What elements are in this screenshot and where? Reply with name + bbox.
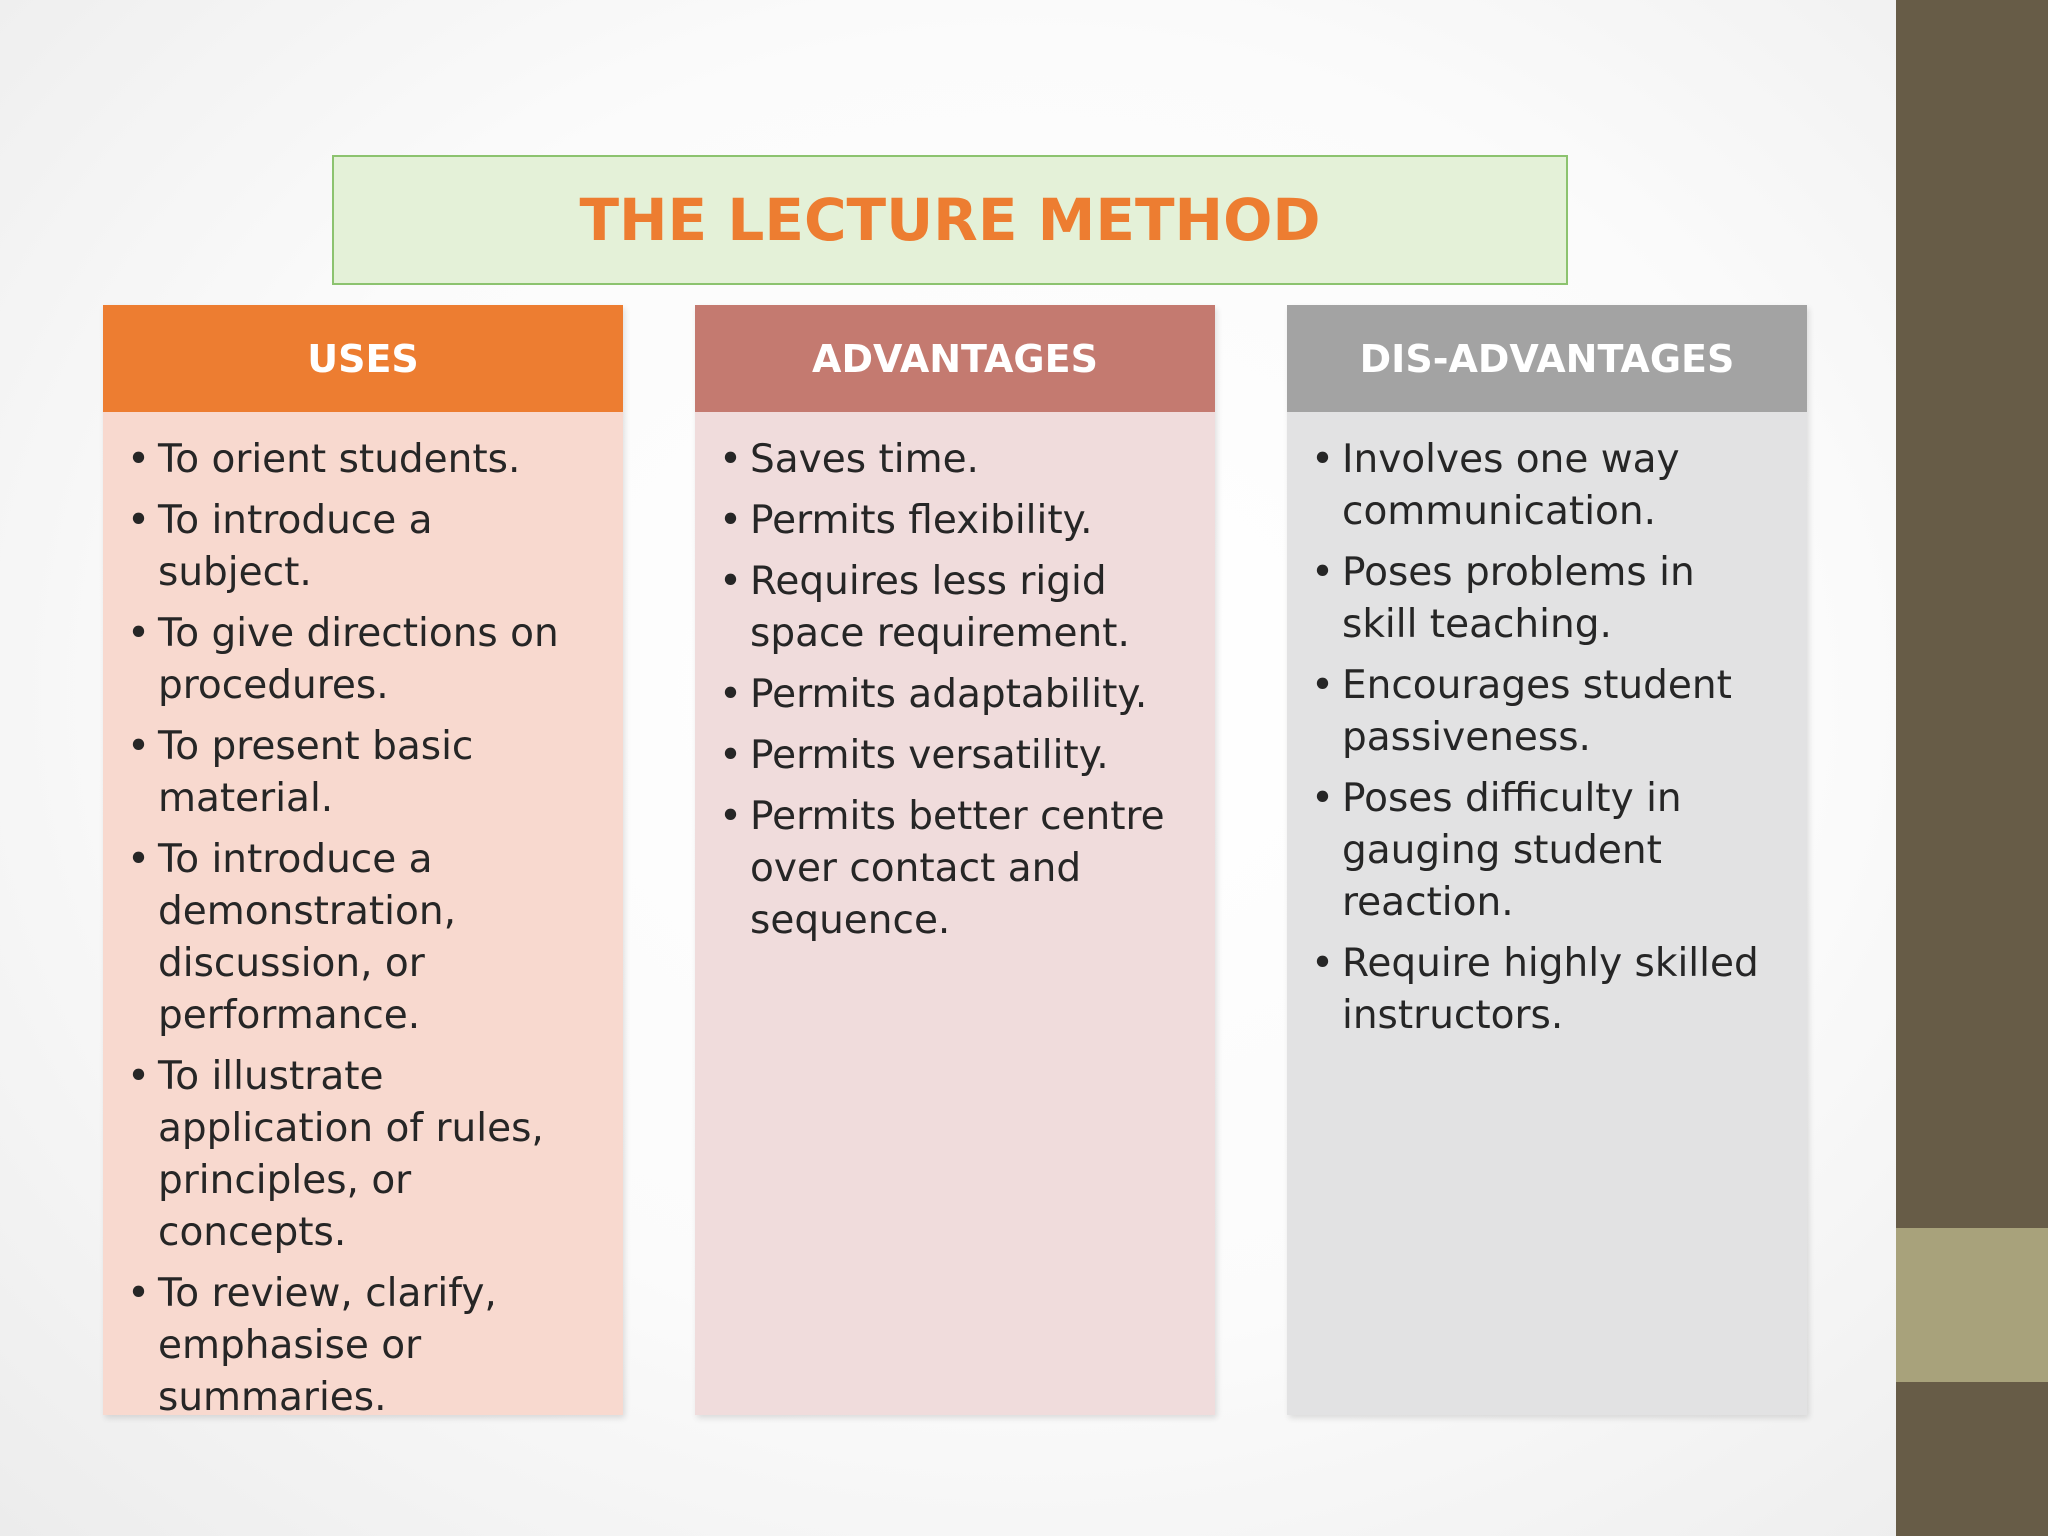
page-title: THE LECTURE METHOD [579, 186, 1321, 254]
list-item [1311, 938, 1781, 1042]
list-item-text: To introduce a subject. [158, 498, 433, 595]
list-item-text: Permits flexibility. [750, 498, 1093, 543]
list-item [127, 721, 597, 825]
advantages-list [695, 412, 1215, 947]
title-box [332, 155, 1568, 285]
list-item [127, 1268, 597, 1424]
list-item-text: Involves one way communication. [1342, 437, 1680, 534]
side-accent-decoration [1896, 1228, 2048, 1382]
list-item-text: Permits better centre over contact and sequence. [750, 794, 1165, 943]
bullet-icon: • [719, 559, 743, 604]
disadvantages-header: DIS-ADVANTAGES [1287, 305, 1807, 412]
list-item [127, 434, 597, 486]
advantages-column [695, 305, 1215, 1415]
list-item [127, 834, 597, 1042]
list-item-text: To introduce a demonstration, discussion, or performance. [158, 837, 456, 1038]
list-item-text: Require highly skilled instructors. [1342, 941, 1759, 1038]
list-item [1311, 773, 1781, 929]
list-item-text: Poses problems in skill teaching. [1342, 550, 1695, 647]
bullet-icon: • [1311, 437, 1335, 482]
uses-list [103, 412, 623, 1424]
disadvantages-list [1287, 412, 1807, 1042]
list-item [719, 495, 1189, 547]
list-item [1311, 660, 1781, 764]
uses-header: USES [103, 305, 623, 412]
list-item [127, 608, 597, 712]
bullet-icon: • [127, 611, 151, 656]
bullet-icon: • [127, 498, 151, 543]
bullet-icon: • [719, 437, 743, 482]
list-item-text: Permits versatility. [750, 733, 1109, 778]
list-item [719, 791, 1189, 947]
disadvantages-column [1287, 305, 1807, 1415]
list-item [719, 556, 1189, 660]
bullet-icon: • [1311, 663, 1335, 708]
bullet-icon: • [1311, 550, 1335, 595]
list-item [127, 495, 597, 599]
list-item [1311, 547, 1781, 651]
list-item-text: Saves time. [750, 437, 979, 482]
bullet-icon: • [127, 437, 151, 482]
bullet-icon: • [1311, 776, 1335, 821]
bullet-icon: • [127, 837, 151, 882]
list-item-text: Encourages student passiveness. [1342, 663, 1732, 760]
bullet-icon: • [719, 733, 743, 778]
list-item [719, 730, 1189, 782]
bullet-icon: • [127, 1054, 151, 1099]
bullet-icon: • [719, 672, 743, 717]
list-item [1311, 434, 1781, 538]
uses-column [103, 305, 623, 1420]
bullet-icon: • [719, 498, 743, 543]
bullet-icon: • [127, 724, 151, 769]
list-item-text: Requires less rigid space requirement. [750, 559, 1130, 656]
list-item-text: To present basic material. [158, 724, 474, 821]
list-item-text: Permits adaptability. [750, 672, 1148, 717]
bullet-icon: • [127, 1271, 151, 1316]
list-item [127, 1051, 597, 1259]
list-item-text: Poses difficulty in gauging student reaction. [1342, 776, 1682, 925]
list-item [719, 434, 1189, 486]
list-item [719, 669, 1189, 721]
advantages-header: ADVANTAGES [695, 305, 1215, 412]
list-item-text: To review, clarify, emphasise or summaries. [158, 1271, 497, 1420]
bullet-icon: • [1311, 941, 1335, 986]
list-item-text: To give directions on procedures. [158, 611, 559, 708]
list-item-text: To illustrate application of rules, principles, or concepts. [158, 1054, 544, 1255]
bullet-icon: • [719, 794, 743, 839]
list-item-text: To orient students. [158, 437, 521, 482]
